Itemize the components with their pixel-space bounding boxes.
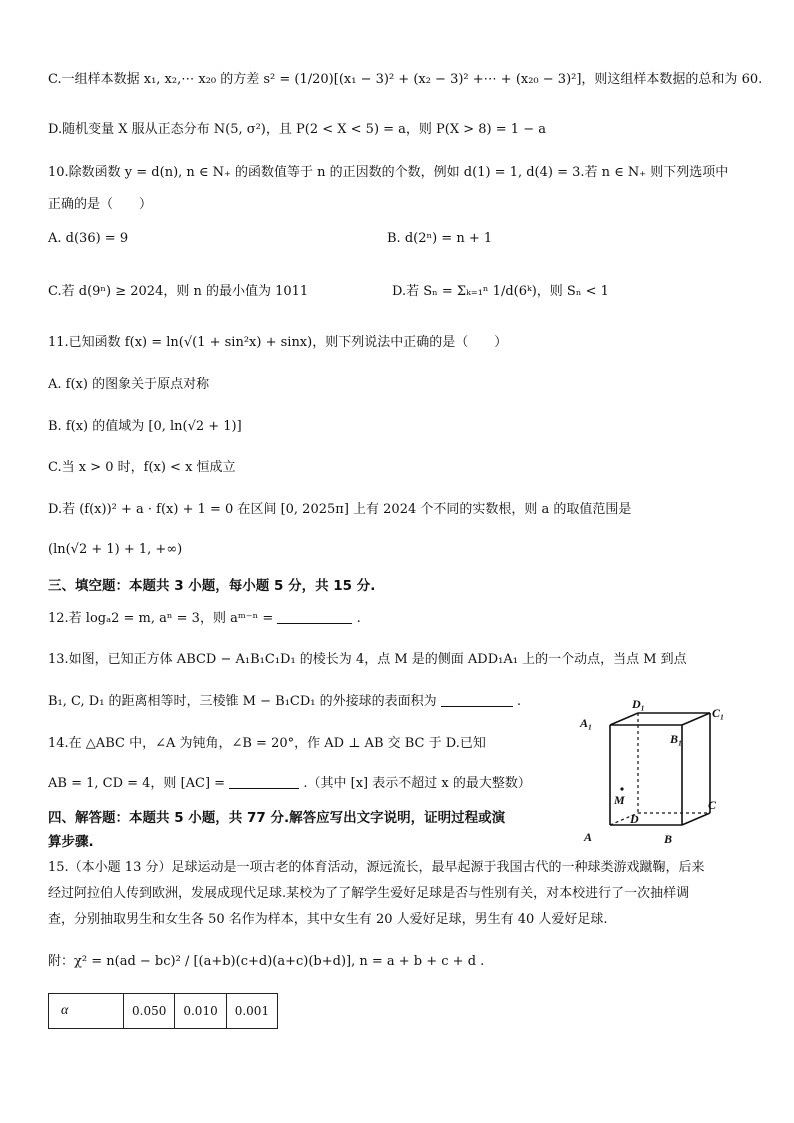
q9-option-c: C.一组样本数据 x₁, x₂,⋯ x₂₀ 的方差 s² = (1/20)[(x₁ − 3)² + (x₂ − 3)² +⋯ + (x₂₀ − 3)²]，则这组样本数据的总和为 60. [48, 72, 763, 87]
q14-answer-blank[interactable] [229, 774, 299, 789]
q10-stem-line1: 10.除数函数 y = d(n), n ∈ N₊ 的函数值等于 n 的正因数的个数，例如 d(1) = 1, d(4) = 3.若 n ∈ N₊ 则下列选项中 [48, 165, 729, 180]
label-d: D [630, 812, 639, 826]
section-4-heading-line1: 四、解答题：本题共 5 小题，共 77 分.解答应写出文字说明，证明过程或演 [48, 810, 506, 826]
q13-line2-text: B₁, C, D₁ 的距离相等时，三棱锥 M − B₁CD₁ 的外接球的表面积为 [48, 694, 437, 709]
significance-table [48, 993, 278, 1029]
q14-line2 [48, 774, 531, 794]
label-b1: B₁ [670, 732, 683, 746]
chi-square-formula: 附：χ² = n(ad − bc)² / [(a+b)(c+d)(a+c)(b+d)], n = a + b + c + d . [48, 954, 485, 969]
table-cell: 0.001 [226, 994, 277, 1029]
q11-option-a: A. f(x) 的图象关于原点对称 [48, 377, 210, 392]
q12-end: . [356, 611, 361, 626]
edge-b-c [682, 813, 710, 825]
q10-option-a: A. d(36) = 9 [48, 231, 129, 246]
table-header-alpha: α [49, 994, 124, 1029]
q9-option-d: D.随机变量 X 服从正态分布 N(5, σ²)，且 P(2 < X < 5) = a，则 P(X > 8) = 1 − a [48, 122, 546, 137]
q13-line1: 13.如图，已知正方体 ABCD − A₁B₁C₁D₁ 的棱长为 4，点 M 是的侧面 ADD₁A₁ 上的一个动点，当点 M 到点 [48, 652, 687, 667]
q15-line2: 经过阿拉伯人传到欧洲，发展成现代足球.某校为了了解学生爱好足球是否与性别有关，对本校进行了一次抽样调 [48, 886, 690, 901]
q14-line2-end: .（其中 [x] 表示不超过 x 的最大整数） [303, 776, 531, 791]
section-4-heading-line2: 算步骤. [48, 834, 94, 850]
section-3-heading: 三、填空题：本题共 3 小题，每小题 5 分，共 15 分. [48, 578, 376, 594]
q13-answer-blank[interactable] [441, 692, 513, 707]
label-a: A [584, 830, 593, 844]
q12-text [48, 609, 361, 629]
q14-line1: 14.在 △ABC 中，∠A 为钝角，∠B = 20°，作 AD ⊥ AB 交 BC 于 D.已知 [48, 736, 486, 751]
q15-line1: 15.（本小题 13 分）足球运动是一项古老的体育活动，源远流长，最早起源于我国古代的一种球类游戏蹴鞠，后来 [48, 860, 705, 875]
q11-option-d-line1: D.若 (f(x))² + a · f(x) + 1 = 0 在区间 [0, 2025π] 上有 2024 个不同的实数根，则 a 的取值范围是 [48, 502, 632, 517]
q12-answer-blank[interactable] [277, 609, 352, 624]
point-m [620, 787, 623, 790]
table-cell: 0.010 [175, 994, 226, 1029]
label-m: M [614, 793, 625, 807]
q15-line3: 查，分别抽取男生和女生各 50 名作为样本，其中女生有 20 人爱好足球，男生有 40 人爱好足球. [48, 912, 608, 927]
label-a1: A₁ [580, 716, 593, 730]
label-c: C [708, 798, 717, 812]
q10-option-d: D.若 Sₙ = Σₖ₌₁ⁿ 1/d(6ᵏ)，则 Sₙ < 1 [392, 284, 609, 299]
q13-end: . [516, 694, 522, 709]
q10-option-c: C.若 d(9ⁿ) ≥ 2024，则 n 的最小值为 1011 [48, 284, 309, 299]
label-d1: D₁ [632, 697, 645, 711]
q11-option-b: B. f(x) 的值域为 [0, ln(√2 + 1)] [48, 419, 242, 434]
cube-figure [576, 697, 736, 849]
q12-stem: 12.若 logₐ2 = m, aⁿ = 3，则 aᵐ⁻ⁿ = [48, 611, 274, 626]
q14-line2-start: AB = 1, CD = 4，则 [AC] = [48, 776, 226, 791]
q10-option-b: B. d(2ⁿ) = n + 1 [387, 231, 493, 246]
edge-a1-d1 [610, 713, 638, 725]
q13-line2 [48, 692, 521, 712]
q11-option-c: C.当 x > 0 时，f(x) < x 恒成立 [48, 460, 236, 475]
table-row [49, 994, 278, 1029]
q11-option-d-line2: (ln(√2 + 1) + 1, +∞) [48, 542, 183, 557]
q10-stem-line2: 正确的是（ ） [48, 197, 153, 212]
label-c1: C₁ [712, 706, 725, 720]
table-cell: 0.050 [124, 994, 175, 1029]
edge-b1-c1 [682, 713, 710, 725]
q11-stem: 11.已知函数 f(x) = ln(√(1 + sin²x) + sinx)，则下列说法中正确的是（ ） [48, 335, 508, 350]
label-b: B [664, 832, 673, 846]
